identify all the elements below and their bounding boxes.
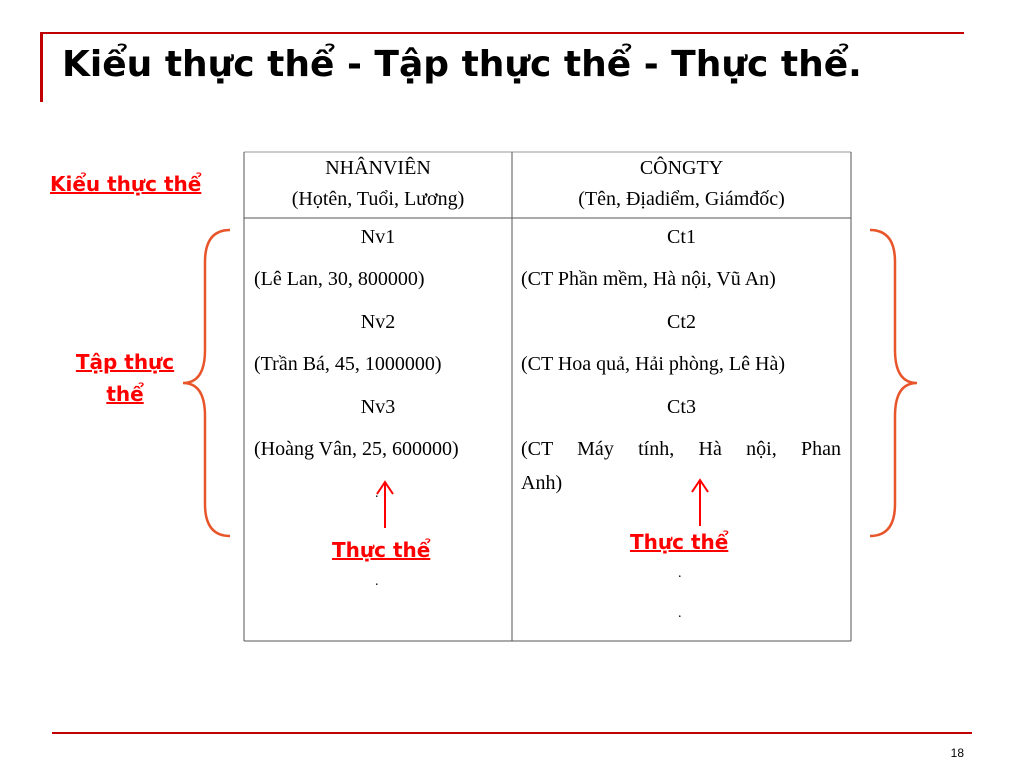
table-row-id: Nv1: [360, 226, 396, 248]
table-row-value-continued: Anh): [521, 472, 563, 494]
table-row-value: (Hoàng Vân, 25, 600000): [254, 438, 459, 460]
ellipsis-dot: .: [375, 486, 379, 501]
label-entity-set-line2: thể: [106, 382, 144, 406]
ellipsis-dot: .: [678, 606, 682, 621]
table-row-value: (Trần Bá, 45, 1000000): [254, 353, 442, 375]
table-row-value: (CT Hoa quả, Hải phòng, Lê Hà): [521, 353, 786, 375]
col-header-name-congty: CÔNGTY: [639, 157, 724, 179]
table-row-value: (CT Máy tính, Hà nội, Phan: [521, 438, 841, 460]
label-entity-set-line1: Tập thực: [75, 350, 175, 374]
label-entity-left: Thực thể: [332, 538, 431, 562]
label-entity-right: Thực thể: [630, 530, 729, 554]
table-row-value: (Lê Lan, 30, 800000): [254, 268, 425, 290]
table-row-id: Ct1: [667, 226, 696, 248]
label-entity-type: Kiểu thực thể: [50, 172, 202, 196]
page-number: 18: [950, 746, 964, 760]
table-row-id: Ct2: [667, 311, 696, 333]
table-row-id: Nv3: [360, 396, 396, 418]
col-header-attributes-congty: (Tên, Địadiểm, Giámđốc): [578, 188, 785, 210]
right-brace-icon: [870, 230, 917, 536]
table-row-value: (CT Phần mềm, Hà nội, Vũ An): [521, 268, 776, 290]
slide-title: Kiểu thực thể - Tập thực thể - Thực thể.: [62, 44, 862, 85]
table-row-id: Nv2: [360, 311, 396, 333]
ellipsis-dot: .: [375, 574, 379, 589]
footer-rule: [52, 732, 972, 734]
table-row-id: Ct3: [667, 396, 696, 418]
ellipsis-dot: .: [678, 566, 682, 581]
left-brace-icon: [183, 230, 230, 536]
col-header-name-nhanvien: NHÂNVIÊN: [325, 157, 431, 179]
col-header-attributes-nhanvien: (Họtên, Tuổi, Lương): [291, 188, 465, 210]
